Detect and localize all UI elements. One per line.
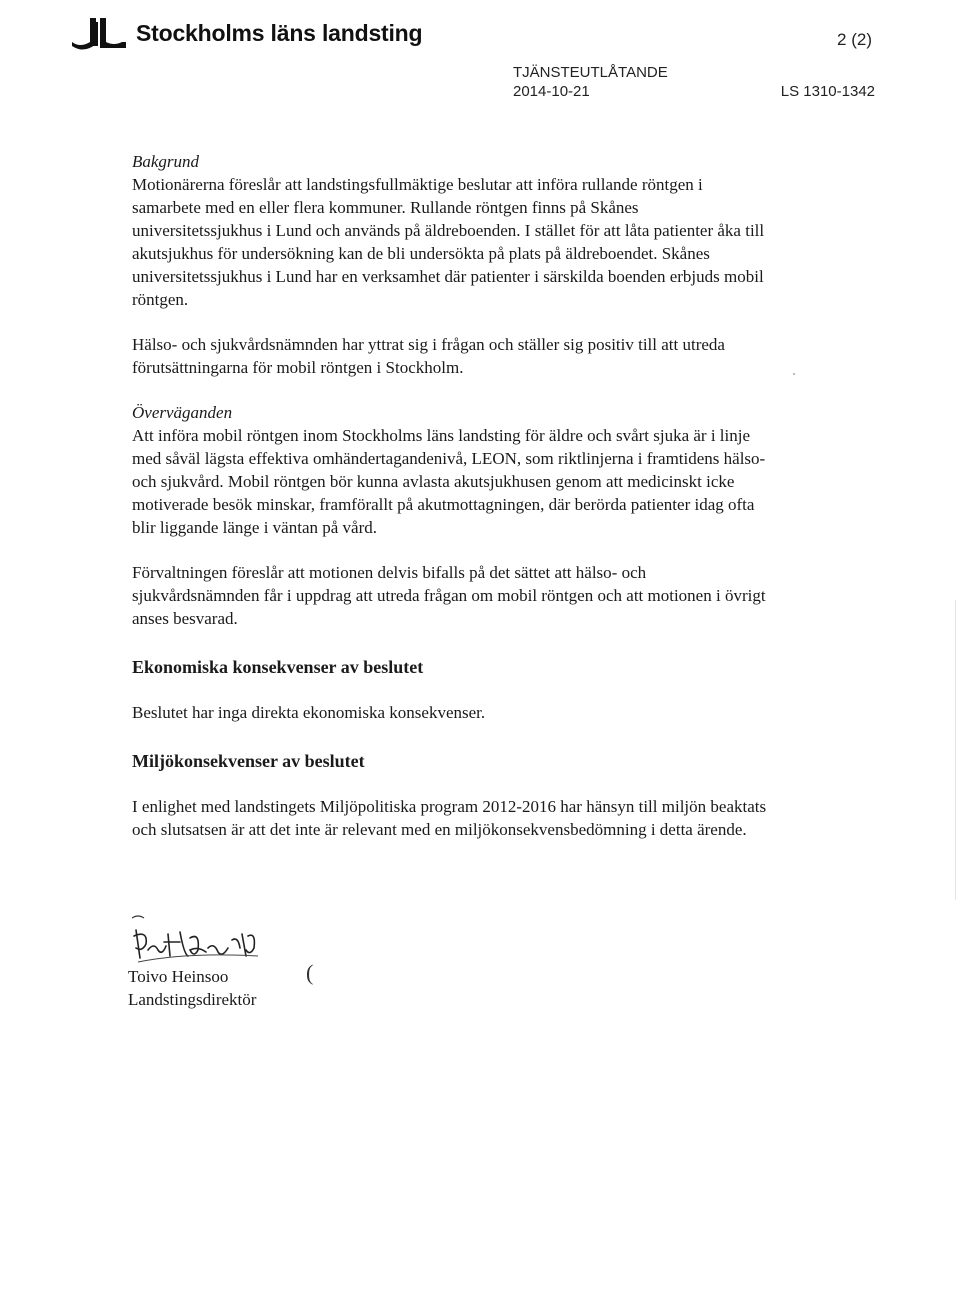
sll-logo-icon <box>70 16 128 50</box>
page-number: 2 (2) <box>837 30 872 49</box>
section-heading-overvaganden: Överväganden <box>132 403 233 422</box>
paragraph-bakgrund-1: Motionärerna föreslår att landstingsfullmäktige beslutar att införa rullande röntgen i samarbete med en eller flera kommuner. Rullande röntgen finns på Skånes universitetssjukhus i Lund och används på äldreboenden. I stället för att låta patienter åka till akutsjukhus för undersökning kan de bli undersökta på plats på äldreboendet. Skånes universitetssjukhus i Lund har en verksamhet där patienter i särskilda boenden erbjuds mobil röntgen. <box>132 175 765 309</box>
document-body <box>132 150 772 841</box>
paragraph-overvaganden-2: Förvaltningen föreslår att motionen delvis bifalls på det sättet att hälso- och sjukvårdsnämnden får i uppdrag att utreda frågan om mobil röntgen och att motionen i övrigt anses besvarad. <box>132 563 766 628</box>
document-reference: LS 1310-1342 <box>780 83 875 100</box>
organization-name: Stockholms läns landsting <box>136 19 423 46</box>
paragraph-overvaganden-1: Att införa mobil röntgen inom Stockholms läns landsting för äldre och svårt sjuka är i linje med såväl lägsta effektiva omhändertagandenivå, LEON, som riktlinjerna i framtidens hälso- och sjukvård. Mobil röntgen bör kunna avlasta akutsjukhusen genom att medicinskt icke motiverade besök minskar, framförallt på akutmottagningen, där berörda patienter idag ofta blir liggande länge i väntan på vård. <box>132 426 766 537</box>
document-date: 2014-10-21 <box>513 83 590 100</box>
handwritten-signature <box>128 912 328 972</box>
section-heading-ekonomi: Ekonomiska konsekvenser av beslutet <box>132 657 424 677</box>
signer-title: Landstingsdirektör <box>128 990 257 1009</box>
section-heading-bakgrund: Bakgrund <box>132 152 200 171</box>
paragraph-miljo: I enlighet med landstingets Miljöpolitiska program 2012-2016 har hänsyn till miljön beaktats och slutsatsen är att det inte är relevant med en miljökonsekvensbedömning i detta ärende. <box>132 797 767 839</box>
header-logo <box>70 16 422 50</box>
signer-name: Toivo Heinsoo <box>128 967 229 986</box>
paragraph-ekonomi: Beslutet har inga direkta ekonomiska konsekvenser. <box>132 703 486 722</box>
scan-edge <box>955 600 956 900</box>
signature-block <box>128 912 448 1022</box>
handwritten-mark: ( <box>306 960 314 985</box>
paragraph-bakgrund-2: Hälso- och sjukvårdsnämnden har yttrat sig i frågan och ställer sig positiv till att utreda förutsättningarna för mobil röntgen i Stockholm. <box>132 335 725 377</box>
section-heading-miljo: Miljökonsekvenser av beslutet <box>132 751 365 771</box>
document-type: TJÄNSTEUTLÅTANDE <box>513 64 668 81</box>
scan-speck <box>793 373 795 375</box>
